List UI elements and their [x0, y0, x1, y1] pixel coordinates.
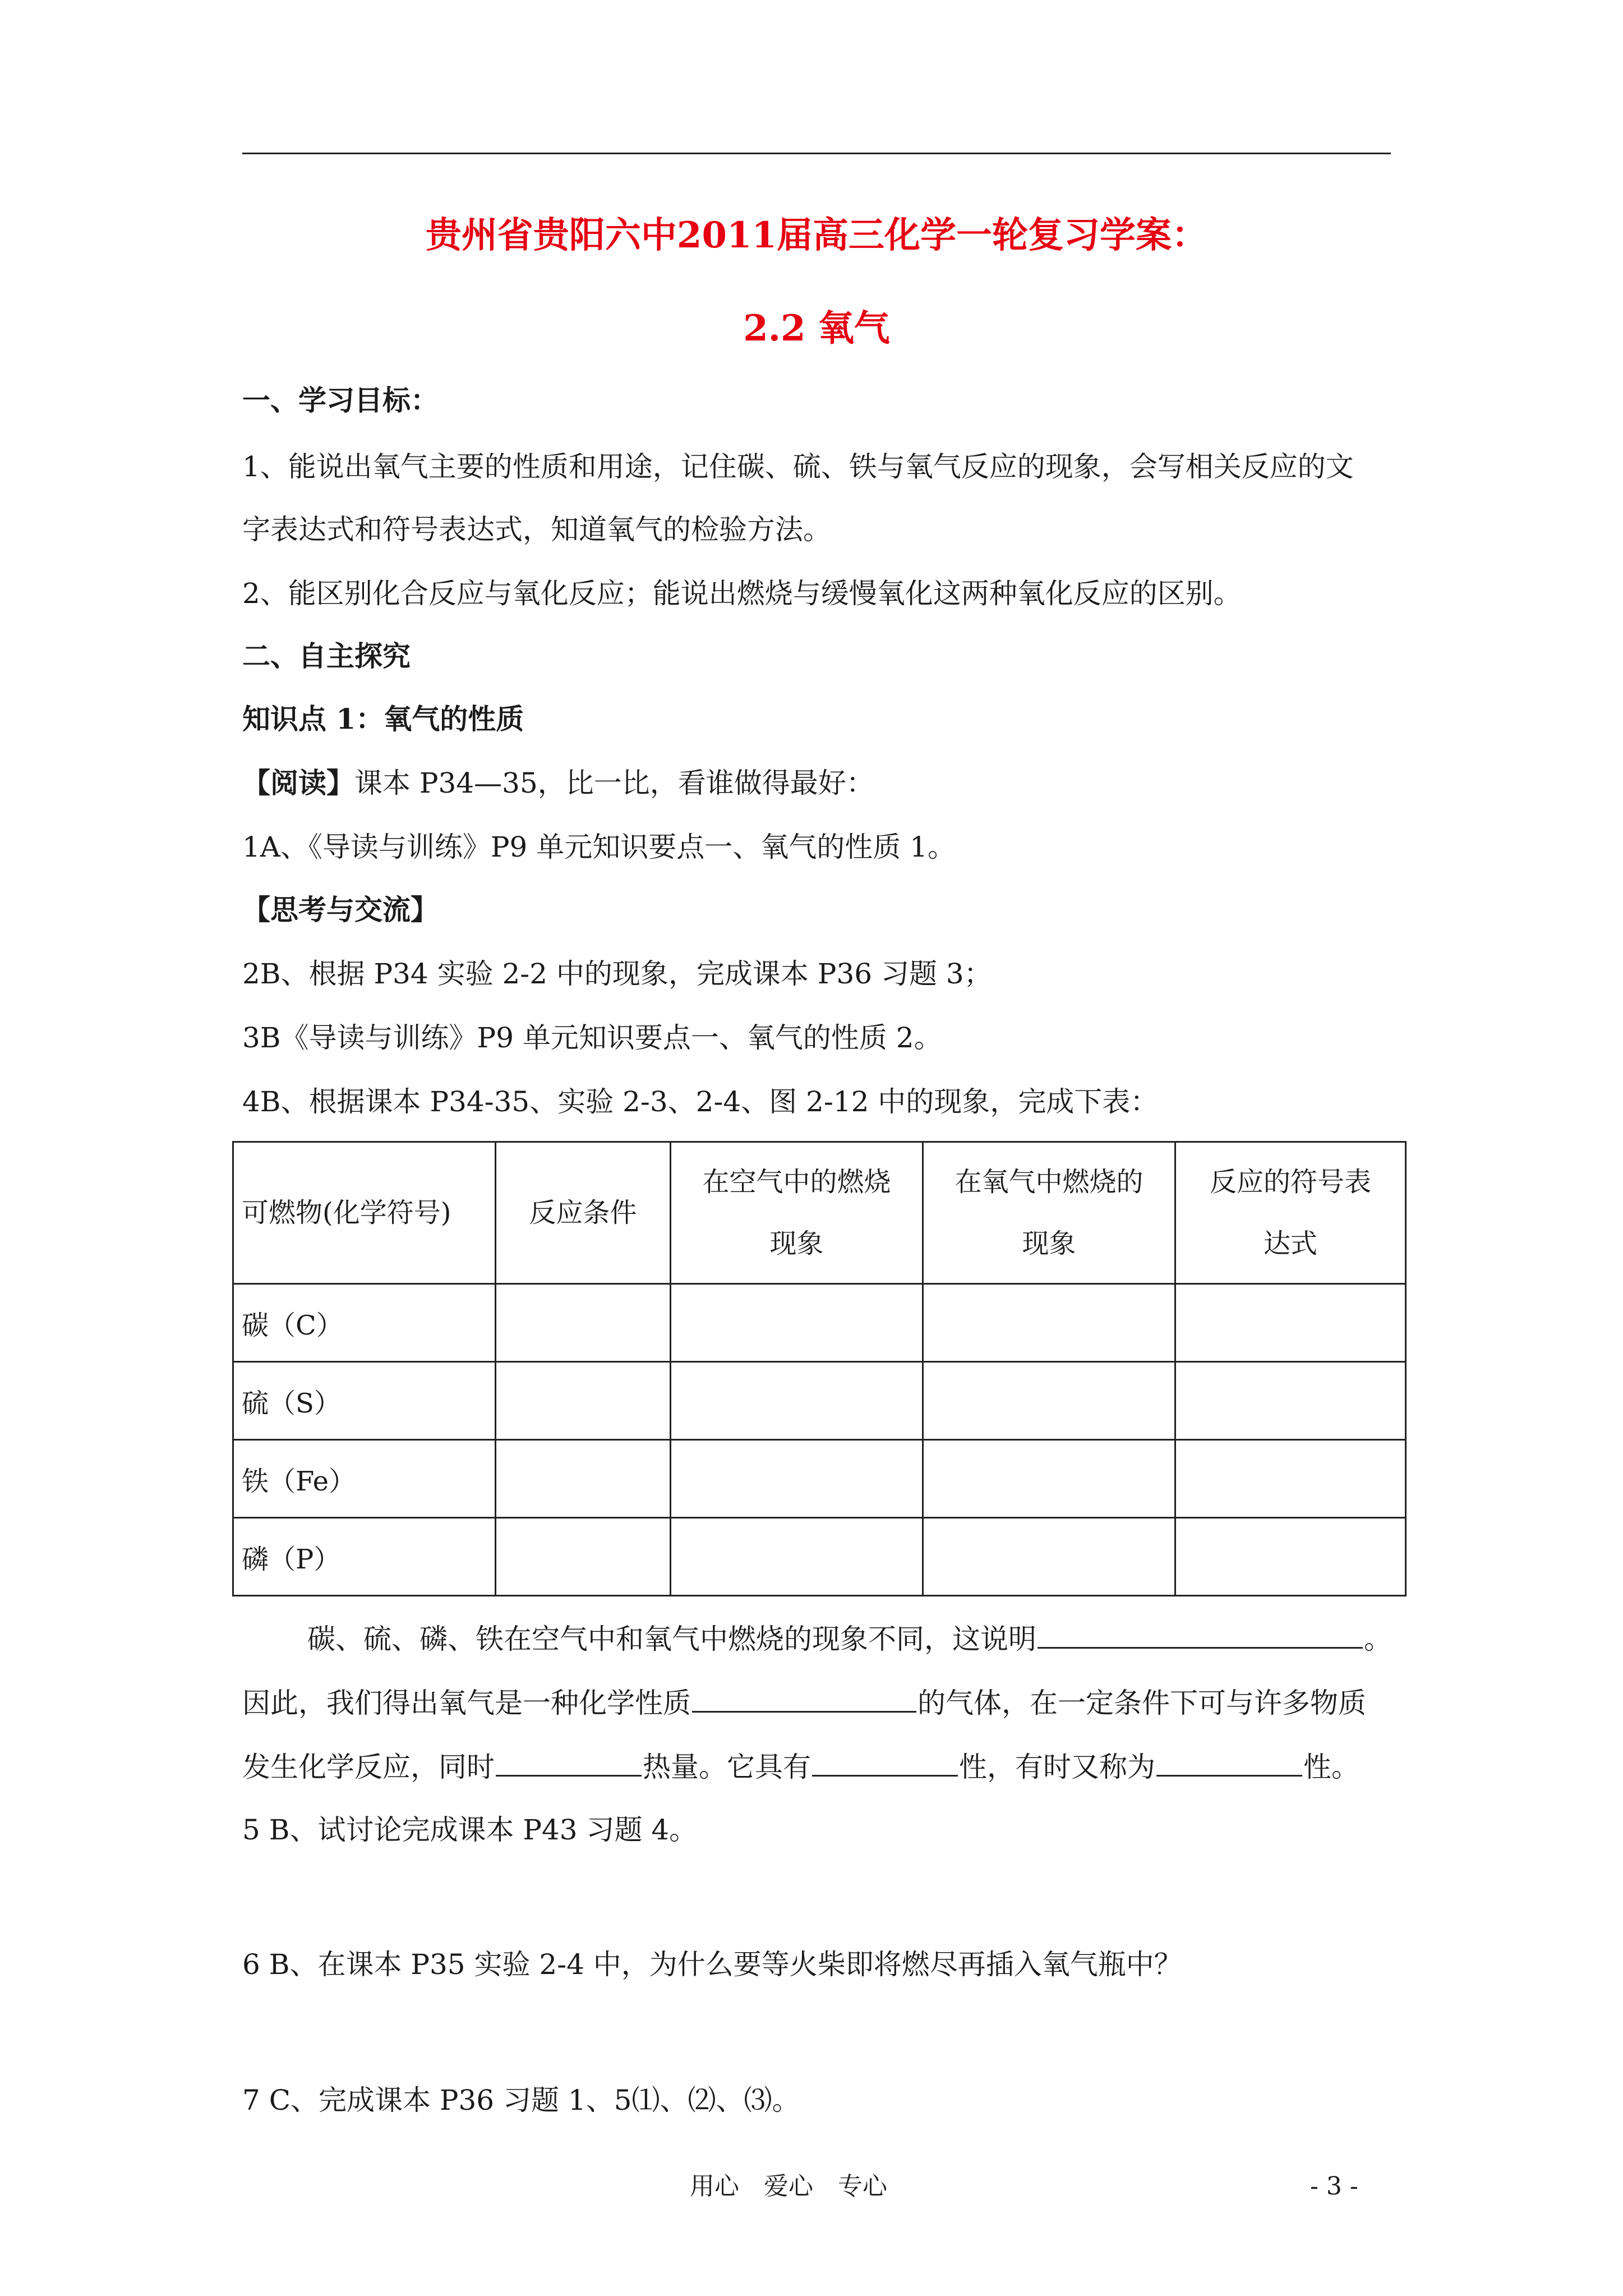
- read-line: [242, 765, 874, 801]
- answer-cell[interactable]: [923, 1284, 1175, 1362]
- fill-blank[interactable]: [496, 1748, 642, 1777]
- doc-subtitle: 2.2 氧气: [743, 307, 890, 349]
- answer-cell[interactable]: [923, 1440, 1175, 1518]
- page-number: - 3 -: [1310, 2172, 1358, 2201]
- header-air-phenomenon: 在空气中的燃烧 现象: [671, 1142, 923, 1284]
- answer-cell[interactable]: [496, 1440, 671, 1518]
- item-3b: 3B《导读与训练》P9 单元知识要点一、氧气的性质 2。: [242, 1022, 942, 1054]
- goal1-line1: 1、能说出氧气主要的性质和用途，记住碳、硫、铁与氧气反应的现象，会写相关反应的文: [242, 450, 1354, 483]
- footer-motto: 用心 爱心 专心: [690, 2172, 887, 2201]
- header-symbol-expression: 反应的符号表 达式: [1175, 1142, 1406, 1284]
- section1-heading: 一、学习目标：: [242, 384, 439, 417]
- answer-cell[interactable]: [1175, 1440, 1406, 1518]
- fill-blank[interactable]: [1156, 1748, 1302, 1777]
- answer-cell[interactable]: [1175, 1518, 1406, 1596]
- combustion-table: [232, 1141, 1407, 1596]
- item-4b: 4B、根据课本 P34-35、实验 2-3、2-4、图 2-12 中的现象，完成下表：: [242, 1085, 1159, 1118]
- row-name: 磷（P）: [233, 1518, 496, 1596]
- para-line2: 因此，我们得出氧气是一种化学性质 的气体，在一定条件下可与许多物质: [242, 1684, 1366, 1721]
- table-row: [233, 1362, 1406, 1440]
- answer-cell[interactable]: [671, 1518, 923, 1596]
- knowledge1-heading: 知识点 1：氧气的性质: [242, 702, 524, 735]
- header-oxygen-phenomenon: 在氧气中燃烧的 现象: [923, 1142, 1175, 1284]
- row-name: 碳（C）: [233, 1284, 496, 1362]
- item-1a: 1A、《导读与训练》P9 单元知识要点一、氧气的性质 1。: [242, 831, 956, 863]
- row-name: 铁（Fe）: [233, 1440, 496, 1518]
- section2-heading: 二、自主探究: [242, 639, 411, 673]
- fill-blank[interactable]: [692, 1684, 916, 1713]
- header-combustible: 可燃物(化学符号): [233, 1142, 496, 1284]
- header-condition: 反应条件: [496, 1142, 671, 1284]
- answer-cell[interactable]: [671, 1284, 923, 1362]
- item-2b: 2B、根据 P34 实验 2-2 中的现象，完成课本 P36 习题 3；: [242, 958, 992, 990]
- answer-cell[interactable]: [496, 1284, 671, 1362]
- para-line1: 碳、硫、磷、铁在空气中和氧气中燃烧的现象不同，这说明 。: [307, 1620, 1392, 1657]
- answer-cell[interactable]: [671, 1362, 923, 1440]
- answer-cell[interactable]: [671, 1440, 923, 1518]
- table-row: [233, 1284, 1406, 1362]
- table-row: [233, 1440, 1406, 1518]
- table-header-row: [233, 1142, 1406, 1284]
- answer-cell[interactable]: [923, 1362, 1175, 1440]
- think-heading: 【思考与交流】: [242, 893, 439, 926]
- answer-cell[interactable]: [496, 1362, 671, 1440]
- item-7c: 7 C、完成课本 P36 习题 1、5⑴、⑵、⑶。: [242, 2084, 800, 2116]
- answer-cell[interactable]: [1175, 1362, 1406, 1440]
- header-rule: [242, 153, 1391, 154]
- para-line3: 发生化学反应，同时 热量。它具有 性，有时又称为 性。: [242, 1748, 1359, 1785]
- fill-blank[interactable]: [1038, 1620, 1363, 1649]
- answer-cell[interactable]: [496, 1518, 671, 1596]
- doc-title: 贵州省贵阳六中2011届高三化学一轮复习学案：: [425, 214, 1208, 256]
- read-text: 课本 P34—35，比一比，看谁做得最好：: [354, 767, 874, 799]
- goal2: 2、能区别化合反应与氧化反应；能说出燃烧与缓慢氧化这两种氧化反应的区别。: [242, 577, 1242, 610]
- read-label: 【阅读】: [242, 766, 354, 799]
- table-row: [233, 1518, 1406, 1596]
- answer-cell[interactable]: [1175, 1284, 1406, 1362]
- goal1-line2: 字表达式和符号表达式，知道氧气的检验方法。: [242, 513, 831, 546]
- answer-cell[interactable]: [923, 1518, 1175, 1596]
- item-6b: 6 B、在课本 P35 实验 2-4 中，为什么要等火柴即将燃尽再插入氧气瓶中？: [242, 1948, 1182, 1981]
- item-5b: 5 B、试讨论完成课本 P43 习题 4。: [242, 1814, 698, 1846]
- row-name: 硫（S）: [233, 1362, 496, 1440]
- fill-blank[interactable]: [812, 1748, 958, 1777]
